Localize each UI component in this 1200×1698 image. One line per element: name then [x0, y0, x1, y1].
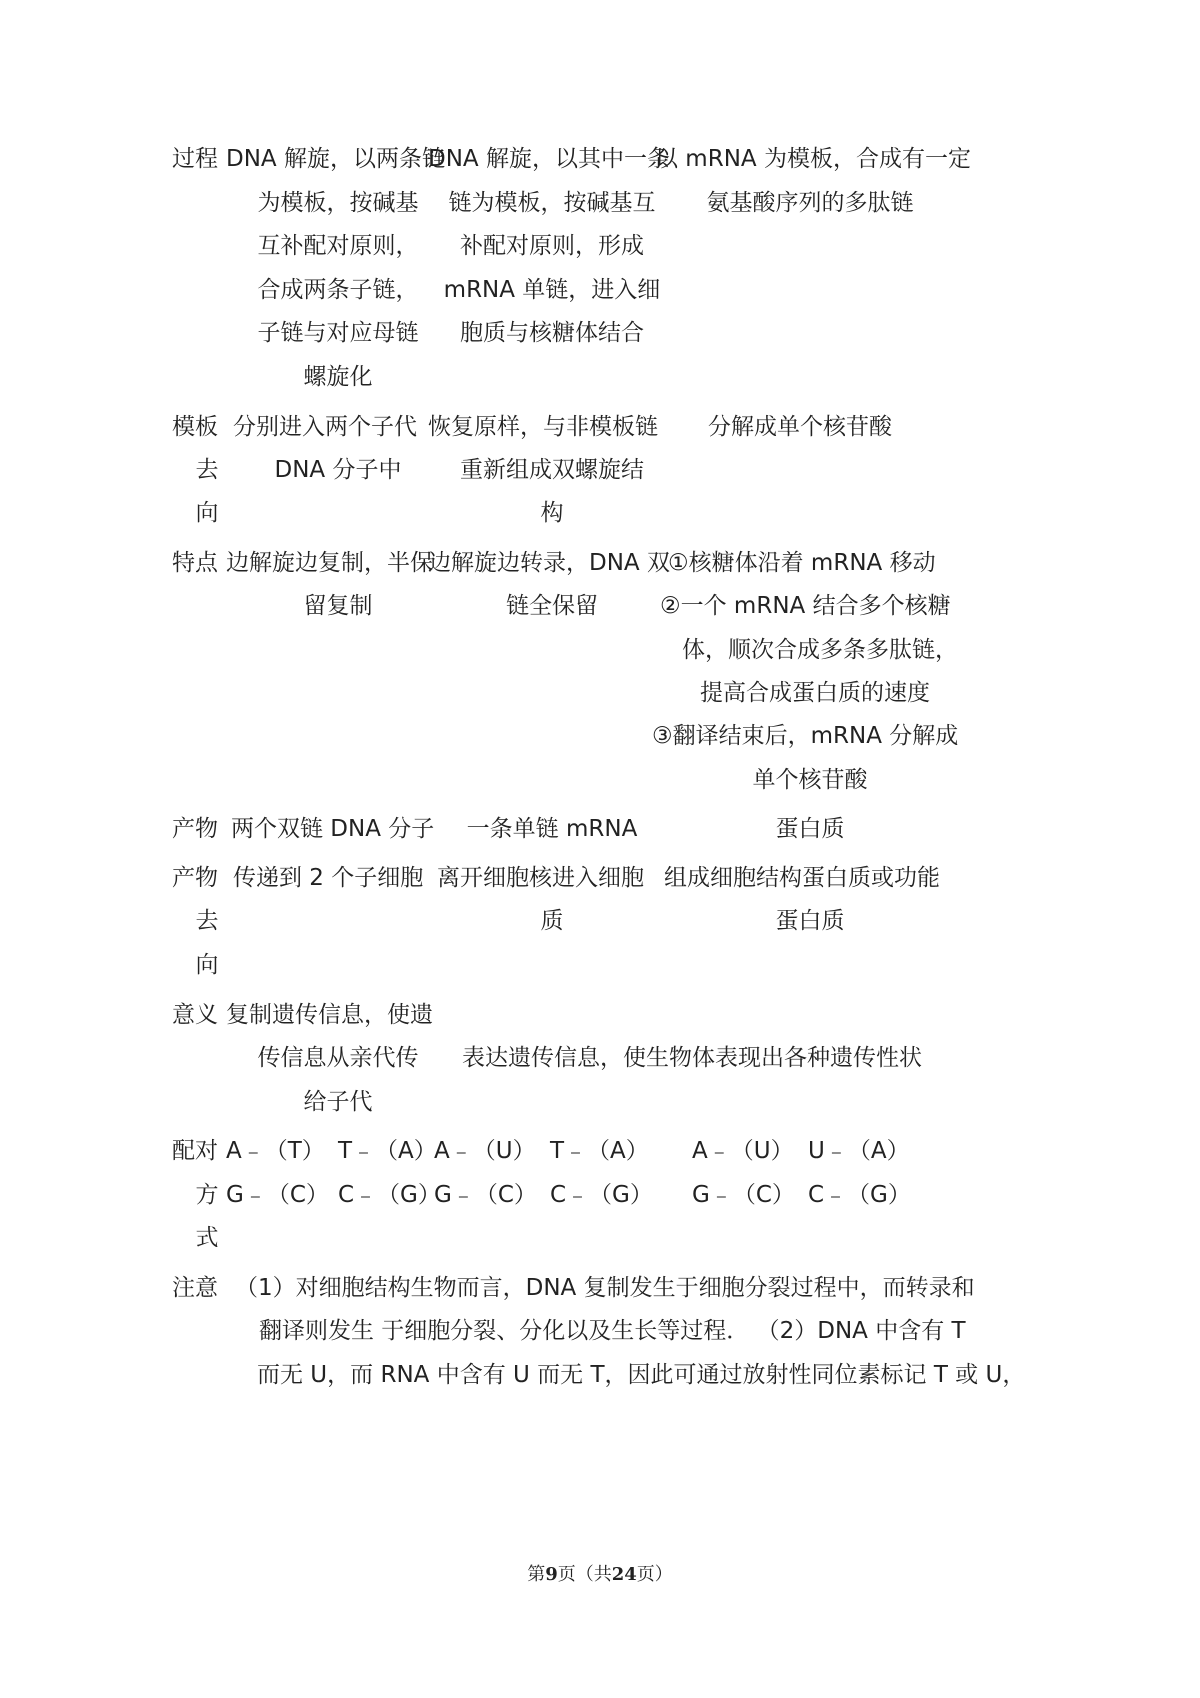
feature-translation: 单个核苷酸 [752, 767, 868, 793]
pairing-translation: A﹣（U） [692, 1138, 794, 1164]
footer-prefix: 第 [527, 1564, 546, 1585]
pairing-transcription: A﹣（U） [434, 1138, 536, 1164]
feature-translation: ③翻译结束后，mRNA 分解成 [652, 723, 959, 749]
footer-suffix: 页） [636, 1564, 673, 1585]
pairing-transcription: G﹣（C） [434, 1182, 537, 1208]
note-line: 翻译则发生 于细胞分裂、分化以及生长等过程． （2）DNA 中含有 T [259, 1318, 966, 1344]
footer-middle: 页（共 [557, 1564, 612, 1585]
feature-translation: ①核糖体沿着 mRNA 移动 [668, 550, 936, 576]
process-replication-line: 子链与对应母链 [257, 320, 419, 346]
feature-transcription: 链全保留 [506, 593, 598, 619]
product-fate-translation: 蛋白质 [775, 908, 845, 934]
meaning-replication: 传信息从亲代传 [257, 1045, 419, 1071]
row-label-product-fate: 产物 [172, 865, 218, 891]
process-replication-line: 互补配对原则， [257, 233, 419, 259]
meaning-expression: 表达遗传信息，使生物体表现出各种遗传性状 [462, 1045, 922, 1071]
process-transcription-line: 链为模板，按碱基互 [448, 190, 656, 216]
process-replication-line: 螺旋化 [303, 364, 373, 390]
feature-translation: 体，顺次合成多条多肽链， [682, 637, 958, 663]
template-fate-replication: 分别进入两个子代 [233, 414, 417, 440]
template-fate-transcription: 重新组成双螺旋结 [460, 457, 644, 483]
product-fate-transcription: 离开细胞核进入细胞 [437, 865, 644, 891]
product-fate-replication: 传递到 2 个子细胞 [233, 865, 424, 891]
pairing-replication: G﹣（C） [226, 1182, 329, 1208]
meaning-replication: 复制遗传信息，使遗 [226, 1002, 433, 1028]
process-transcription-line: mRNA 单链，进入细 [443, 277, 661, 303]
process-translation-line: 氨基酸序列的多肽链 [706, 190, 914, 216]
pairing-replication: T﹣（A） [338, 1138, 437, 1164]
pairing-translation: U﹣（A） [808, 1138, 910, 1164]
pairing-translation: C﹣（G） [808, 1182, 911, 1208]
feature-translation: 提高合成蛋白质的速度 [700, 680, 930, 706]
process-replication-line: 为模板，按碱基 [257, 190, 419, 216]
row-label-feature: 特点 [172, 550, 218, 576]
template-fate-replication: DNA 分子中 [274, 457, 402, 483]
pairing-transcription: T﹣（A） [550, 1138, 649, 1164]
feature-replication: 留复制 [303, 593, 373, 619]
row-label-template-fate: 去 [195, 457, 219, 483]
process-replication-line: DNA 解旋，以两条链 [226, 146, 445, 172]
note-line: 而无 U，而 RNA 中含有 U 而无 T，因此可通过放射性同位素标记 T 或 U， [257, 1362, 1026, 1388]
pairing-replication: A﹣（T） [226, 1138, 325, 1164]
process-replication-line: 合成两条子链， [257, 277, 419, 303]
row-label-pairing: 配对 [172, 1138, 218, 1164]
footer-page-number: 9 [545, 1564, 558, 1585]
row-label-template-fate: 向 [195, 500, 219, 526]
pairing-transcription: C﹣（G） [550, 1182, 653, 1208]
template-fate-translation: 分解成单个核苷酸 [708, 414, 892, 440]
row-label-template-fate: 模板 [172, 414, 218, 440]
feature-transcription: 边解旋边转录，DNA 双 [428, 550, 670, 576]
process-translation-line: 以 mRNA 为模板，合成有一定 [655, 146, 971, 172]
feature-translation: ②一个 mRNA 结合多个核糖 [660, 593, 951, 619]
product-transcription: 一条单链 mRNA [466, 816, 638, 842]
process-transcription-line: 补配对原则，形成 [460, 233, 644, 259]
row-label-product-fate: 去 [195, 908, 219, 934]
product-fate-translation: 组成细胞结构蛋白质或功能 [664, 865, 940, 891]
row-label-meaning: 意义 [172, 1002, 218, 1028]
meaning-replication: 给子代 [303, 1089, 373, 1115]
product-translation: 蛋白质 [775, 816, 845, 842]
process-transcription-line: 胞质与核糖体结合 [460, 320, 644, 346]
row-label-pairing: 方 [195, 1182, 219, 1208]
row-label-product: 产物 [172, 816, 218, 842]
footer-total-pages: 24 [611, 1564, 637, 1585]
template-fate-transcription: 恢复原样，与非模板链 [428, 414, 658, 440]
note-line: （1）对细胞结构生物而言，DNA 复制发生于细胞分裂过程中，而转录和 [235, 1275, 975, 1301]
process-transcription-line: DNA 解旋，以其中一条 [428, 146, 670, 172]
row-label-pairing: 式 [195, 1225, 219, 1251]
pairing-translation: G﹣（C） [692, 1182, 795, 1208]
product-fate-transcription: 质 [540, 908, 564, 934]
row-label-note: 注意 [172, 1275, 218, 1301]
feature-replication: 边解旋边复制，半保 [226, 550, 433, 576]
row-label-product-fate: 向 [195, 952, 219, 978]
page-footer [0, 1560, 1200, 1586]
pairing-replication: C﹣（G） [338, 1182, 441, 1208]
row-label-process: 过程 [172, 146, 218, 172]
product-replication: 两个双链 DNA 分子 [231, 816, 435, 842]
template-fate-transcription: 构 [540, 500, 564, 526]
